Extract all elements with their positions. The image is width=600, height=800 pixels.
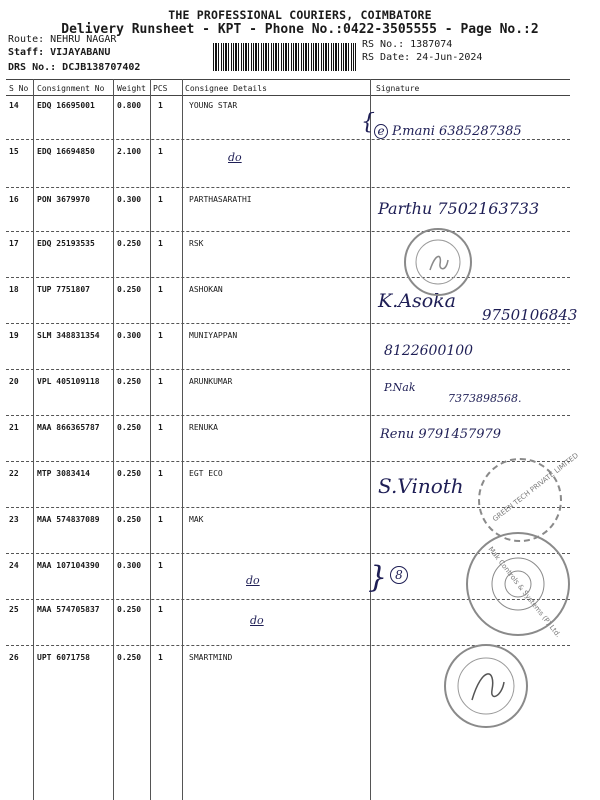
row-consignment: TUP 7751807 (37, 285, 90, 294)
row-pcs: 1 (158, 561, 163, 570)
row-separator (6, 461, 570, 462)
row-weight: 0.250 (117, 239, 142, 248)
row-sno: 17 (9, 239, 19, 248)
row-weight: 2.100 (117, 147, 142, 156)
row-weight: 0.250 (117, 285, 142, 294)
row-pcs: 1 (158, 147, 163, 156)
circled-mark: 8 (390, 566, 408, 584)
row-weight: 0.800 (117, 101, 142, 110)
row-sno: 20 (9, 377, 19, 386)
signature-row-16: Parthu 7502163733 (378, 199, 540, 218)
route-label: Route: NEHRU NAGAR (8, 34, 117, 45)
row-sno: 24 (9, 561, 19, 570)
ditto-mark-row-15: do (228, 151, 242, 164)
column-header-pcs: PCS (153, 84, 168, 93)
row-weight: 0.250 (117, 515, 142, 524)
row-consignment: MAA 107104390 (37, 561, 100, 570)
column-header-weight: Weight (117, 84, 146, 93)
row-separator (6, 415, 570, 416)
row-consignee: MAK (189, 515, 204, 524)
row-separator (6, 277, 570, 278)
row-consignee: SMARTMIND (189, 653, 233, 662)
row-weight: 0.250 (117, 653, 142, 662)
row-sno: 22 (9, 469, 19, 478)
row-separator (6, 187, 570, 188)
row-consignment: UPT 6071758 (37, 653, 90, 662)
row-pcs: 1 (158, 653, 163, 662)
row-consignment: MTP 3083414 (37, 469, 90, 478)
row-separator (6, 139, 570, 140)
brace-mark: { (361, 110, 375, 135)
signature-row-20-name: P.Nak (384, 381, 416, 394)
stamp-text-row-22: GREEN TECH PRIVATE LIMITED (491, 451, 581, 524)
company-stamp-row-24 (466, 532, 570, 640)
row-sno: 16 (9, 195, 19, 204)
row-weight: 0.250 (117, 469, 142, 478)
row-sno: 21 (9, 423, 19, 432)
row-sno: 23 (9, 515, 19, 524)
row-pcs: 1 (158, 195, 163, 204)
row-consignee: MUNIYAPPAN (189, 331, 238, 340)
rs-date: RS Date: 24-Jun-2024 (362, 52, 483, 63)
row-consignee: ARUNKUMAR (189, 377, 233, 386)
row-weight: 0.250 (117, 605, 142, 614)
row-separator (6, 369, 570, 370)
signature-row-21: Renu 9791457979 (380, 427, 502, 442)
row-consignee: ASHOKAN (189, 285, 223, 294)
signature-row-18-name: K.Asoka (378, 290, 456, 312)
row-consignment: MAA 574837089 (37, 515, 100, 524)
row-weight: 0.300 (117, 195, 142, 204)
runsheet-subtitle: Delivery Runsheet - KPT - Phone No.:0422-3505555 - Page No.:2 (61, 22, 539, 37)
company-title: THE PROFESSIONAL COURIERS, COIMBATORE (168, 8, 432, 22)
row-sno: 18 (9, 285, 19, 294)
row-consignment: VPL 405109118 (37, 377, 100, 386)
ditto-mark-row-25: do (250, 614, 264, 627)
row-pcs: 1 (158, 331, 163, 340)
row-consignee: PARTHASARATHI (189, 195, 252, 204)
row-sno: 26 (9, 653, 19, 662)
row-weight: 0.250 (117, 423, 142, 432)
row-consignment: MAA 866365787 (37, 423, 100, 432)
rs-number: RS No.: 1387074 (362, 39, 453, 50)
row-pcs: 1 (158, 423, 163, 432)
row-consignment: EDQ 16694850 (37, 147, 95, 156)
row-pcs: 1 (158, 515, 163, 524)
row-sno: 15 (9, 147, 19, 156)
row-sno: 25 (9, 605, 19, 614)
row-pcs: 1 (158, 239, 163, 248)
row-weight: 0.300 (117, 331, 142, 340)
row-consignment: SLM 348831354 (37, 331, 100, 340)
row-consignee: EGT ECO (189, 469, 223, 478)
drs-number: DRS No.: DCJB138707402 (8, 62, 141, 73)
row-pcs: 1 (158, 605, 163, 614)
row-consignment: PON 3679970 (37, 195, 90, 204)
table-header-border (6, 95, 570, 96)
row-consignment: EDQ 25193535 (37, 239, 95, 248)
row-consignee: RSK (189, 239, 204, 248)
ditto-mark-row-24: do (246, 574, 260, 587)
circled-mark: e (374, 124, 388, 139)
table-top-border (6, 79, 570, 80)
round-stamp-row-17 (404, 228, 472, 296)
column-header-consignment: Consignment No (37, 84, 105, 93)
round-stamp-row-26 (444, 644, 528, 728)
column-header-sno: S No (9, 84, 29, 93)
row-consignment: MAA 574705837 (37, 605, 100, 614)
row-pcs: 1 (158, 469, 163, 478)
row-pcs: 1 (158, 285, 163, 294)
column-header-consignee: Consignee Details (185, 84, 267, 93)
signature-row-20-phone: 7373898568. (448, 392, 522, 405)
staff-label: Staff: VIJAYABANU (8, 47, 111, 58)
signature-row-19: 8122600100 (384, 343, 474, 359)
signature-row-18-phone: 9750106843 (482, 306, 578, 324)
column-header-signature: Signature (376, 84, 420, 93)
row-consignee: YOUNG STAR (189, 101, 238, 110)
brace-mark: } (368, 560, 388, 595)
signature-row-14: P.mani 6385287385 (392, 124, 522, 139)
barcode-image (213, 43, 356, 71)
row-weight: 0.300 (117, 561, 142, 570)
round-stamp-row-22 (478, 451, 581, 542)
row-separator (6, 231, 570, 232)
stamp-text-row-24: Mak Controls & Systems (P) Ltd. (486, 545, 563, 640)
row-consignment: EDQ 16695001 (37, 101, 95, 110)
row-sno: 19 (9, 331, 19, 340)
signature-row-22: S.Vinoth (378, 474, 464, 498)
row-weight: 0.250 (117, 377, 142, 386)
row-pcs: 1 (158, 101, 163, 110)
row-consignee: RENUKA (189, 423, 218, 432)
row-sno: 14 (9, 101, 19, 110)
row-pcs: 1 (158, 377, 163, 386)
